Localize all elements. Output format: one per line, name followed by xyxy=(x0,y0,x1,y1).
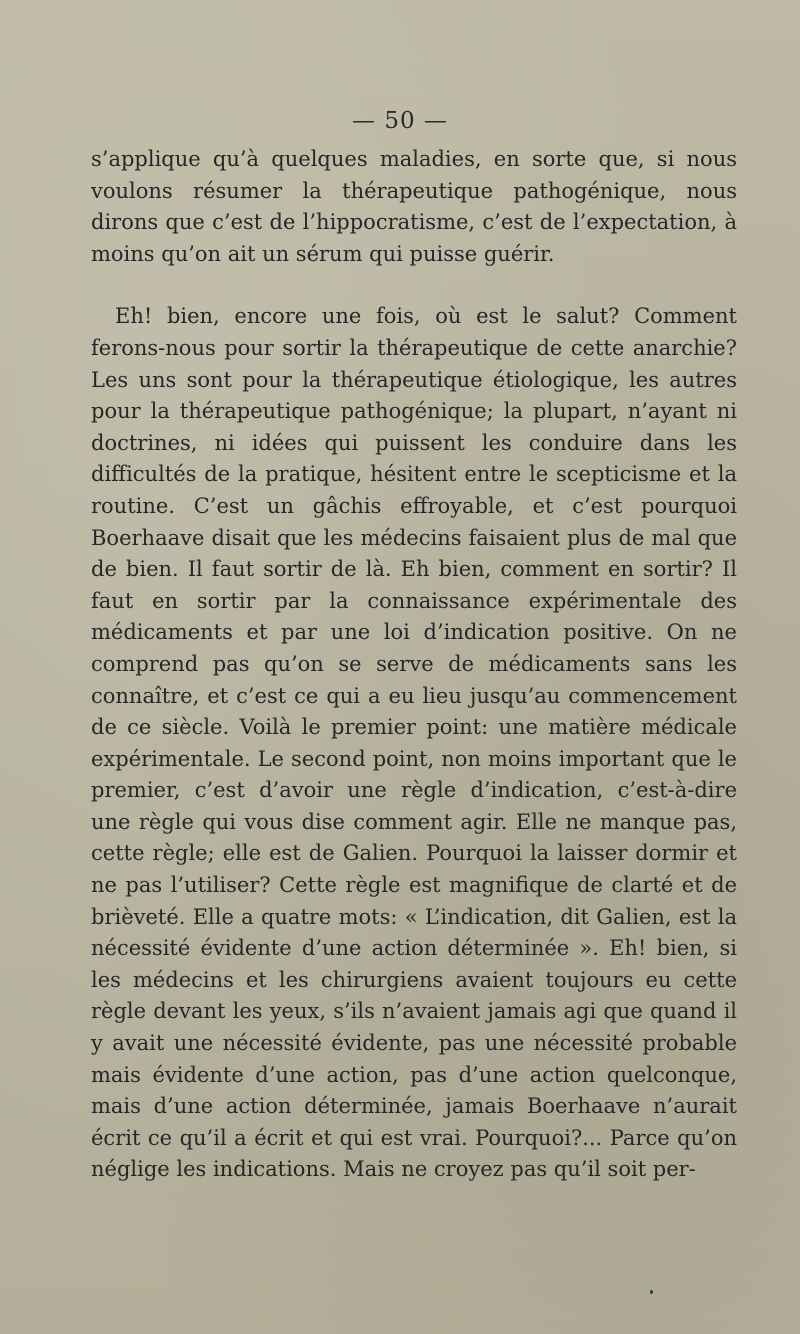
body-text xyxy=(91,144,737,1186)
paragraph-2: Eh! bien, encore une fois, où est le salut? Comment ferons-nous pour sortir la thérapeutique de cette anarchie? Les uns sont pour la thérapeutique étiologique, les autres pour la thérapeutique pathogénique; la plupart, n’ayant ni doctrines, ni idées qui puissent les conduire dans les difficultés de la pratique, hésitent entre le scepticisme et la routine. C’est un gâchis effroyable, et c’est pourquoi Boerhaave disait que les médecins faisaient plus de mal que de bien. Il faut sortir de là. Eh bien, comment en sortir? Il faut en sortir par la connaissance expérimentale des médicaments et par une loi d’indication positive. On ne comprend pas qu’on se serve de médicaments sans les connaître, et c’est ce qui a eu lieu jusqu’au commencement de ce siècle. Voilà le premier point: une matière médicale expérimentale. Le second point, non moins important que le premier, c’est d’avoir une règle d’indication, c’est-à-dire une règle qui vous dise comment agir. Elle ne manque pas, cette règle; elle est de Galien. Pourquoi la laisser dormir et ne pas l’utiliser? Cette règle est magnifique de clarté et de brièveté. Elle a quatre mots: « L’indication, dit Galien, est la nécessité évidente d’une action déterminée ». Eh! bien, si les médecins et les chirurgiens avaient toujours eu cette règle devant les yeux, s’ils n’avaient jamais agi que quand il y avait une nécessité évidente, pas une nécessité probable mais évidente d’une action, pas d’une action quelconque, mais d’une action déterminée, jamais Boerhaave n’aurait écrit ce qu’il a écrit et qui est vrai. Pourquoi?... Parce qu’on néglige les indications. Mais ne croyez pas qu’il soit per- xyxy=(91,304,737,1182)
ink-speck xyxy=(650,1290,653,1294)
page-number: — 50 — xyxy=(352,108,448,134)
paragraph-1: s’applique qu’à quelques maladies, en sorte que, si nous voulons résumer la thérapeutique pathogénique, nous dirons que c’est de l’hippocratisme, c’est de l’expectation, à moins qu’on ait un sérum qui puisse guérir. xyxy=(91,147,737,266)
